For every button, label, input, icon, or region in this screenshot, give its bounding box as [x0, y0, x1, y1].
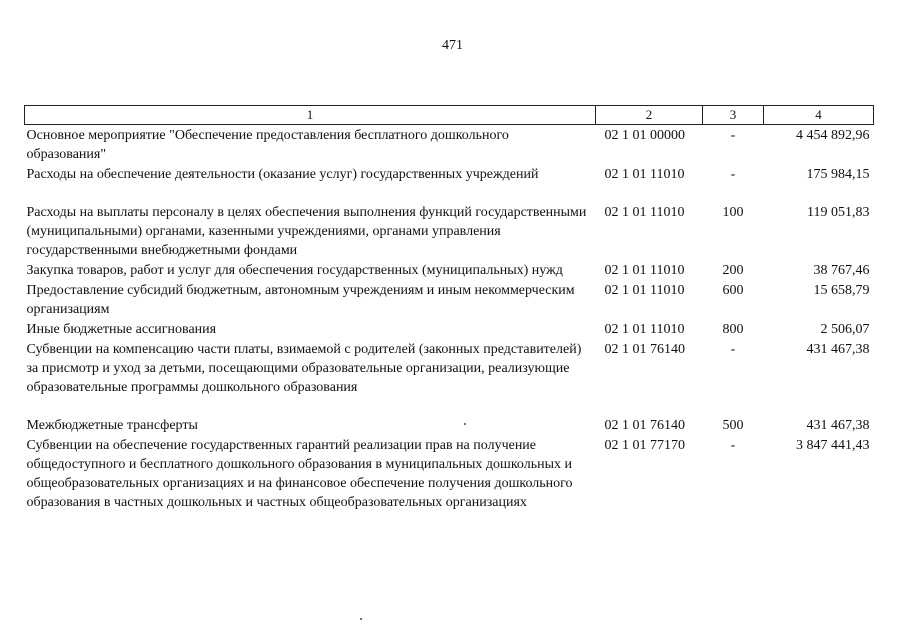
column-header-sum: 4	[764, 106, 874, 125]
row-name: Субвенции на компенсацию части платы, взимаемой с родителей (законных представителей) за присмотр и уход за детьми, посещающими образовательные организации, реализующие образовательные программы дошкольного образования	[26, 342, 582, 395]
row-type: 100	[722, 205, 744, 220]
column-header-name: 1	[25, 106, 596, 125]
row-code: 02 1 01 11010	[604, 167, 685, 182]
row-type: 500	[722, 418, 744, 433]
table-row	[25, 435, 874, 512]
row-name: Межбюджетные трансферты	[26, 418, 198, 433]
row-sum: 119 051,83	[807, 205, 870, 220]
column-header-code: 2	[596, 106, 703, 125]
table-row	[25, 415, 874, 435]
row-name: Субвенции на обеспечение государственных гарантий реализации прав на получение общедоступного и бесплатного дошкольного образования в муниципальных дошкольных и общеобразовательных организациях и на финансовое обеспечение получения дошкольного образования в частных дошкольных и частных общеобразовательных организациях	[26, 438, 573, 510]
page-number: 471	[442, 38, 463, 53]
row-code: 02 1 01 00000	[604, 128, 685, 143]
row-type: 200	[722, 263, 744, 278]
table-row	[25, 339, 874, 415]
row-code: 02 1 01 11010	[604, 322, 685, 337]
table-row	[25, 280, 874, 319]
budget-table	[24, 105, 874, 512]
row-code: 02 1 01 76140	[604, 418, 685, 433]
row-sum: 15 658,79	[813, 283, 870, 298]
row-type: -	[730, 342, 736, 357]
row-sum: 431 467,38	[806, 342, 870, 357]
row-sum: 3 847 441,43	[796, 438, 870, 453]
row-type: 800	[722, 322, 744, 337]
row-code: 02 1 01 11010	[604, 263, 685, 278]
table-row	[25, 164, 874, 202]
table-header-row	[25, 106, 874, 125]
row-name: Основное мероприятие "Обеспечение предоставления бесплатного дошкольного образования"	[26, 128, 509, 162]
row-code: 02 1 01 77170	[604, 438, 685, 453]
row-code: 02 1 01 11010	[604, 205, 685, 220]
column-header-type: 3	[703, 106, 764, 125]
table-row	[25, 202, 874, 260]
row-code: 02 1 01 76140	[604, 342, 685, 357]
row-sum: 38 767,46	[813, 263, 870, 278]
row-code: 02 1 01 11010	[604, 283, 685, 298]
table-row	[25, 319, 874, 339]
row-type: -	[730, 167, 736, 182]
table-row	[25, 260, 874, 280]
row-sum: 431 467,38	[806, 418, 870, 433]
row-name: Предоставление субсидий бюджетным, автономным учреждениям и иным некоммерческим организациям	[26, 283, 575, 317]
table-row	[25, 125, 874, 165]
row-name: Расходы на обеспечение деятельности (оказание услуг) государственных учреждений	[26, 167, 539, 182]
scan-speck	[464, 423, 466, 425]
row-name: Расходы на выплаты персоналу в целях обеспечения выполнения функций государственными (муниципальными) органами, казенными учреждениями, органами управления государственными внебюджетными фондами	[26, 205, 587, 258]
row-name: Иные бюджетные ассигнования	[26, 322, 217, 337]
row-type: -	[730, 438, 736, 453]
row-name: Закупка товаров, работ и услуг для обеспечения государственных (муниципальных) нужд	[26, 263, 563, 278]
row-type: -	[730, 128, 736, 143]
row-sum: 4 454 892,96	[796, 128, 870, 143]
row-sum: 2 506,07	[820, 322, 870, 337]
row-sum: 175 984,15	[806, 167, 870, 182]
scan-speck	[360, 618, 362, 620]
row-type: 600	[722, 283, 744, 298]
